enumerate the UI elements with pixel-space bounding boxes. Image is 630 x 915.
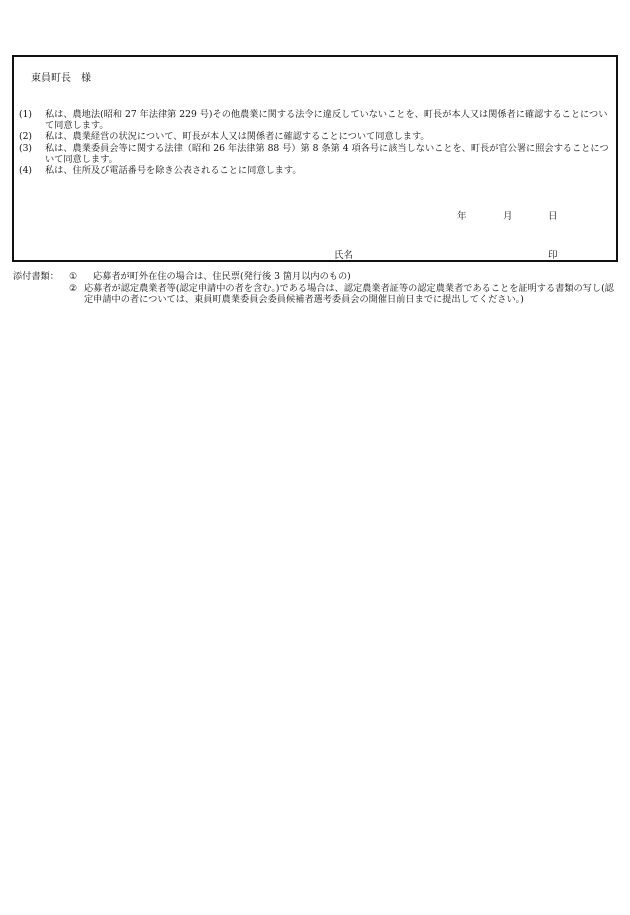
attachment-mark: ①: [69, 271, 78, 282]
consent-clause-3: [19, 143, 615, 165]
addressee: 東員町長 様: [31, 73, 91, 84]
clause-text: 私は、農業経営の状況について、町長が本人又は関係者に確認することについて同意します。: [45, 131, 430, 143]
clause-number: (1): [19, 109, 33, 120]
consent-clause-4: [19, 165, 615, 176]
clause-text: 私は、農地法(昭和 27 年法律第 229 号)その他農業に関する法令に違反していないことを、町長が本人又は関係者に確認することについて同意します。: [45, 109, 608, 132]
attachment-text: 応募者が認定農業者等(認定申請中の者を含む。)である場合は、認定農業者証等の認定農業者であることを証明する書類の写し(認定申請中の者については、東員町農業委員会委員候補者選考委員会の開催日前日までに提出してください。): [84, 282, 614, 305]
consent-form-box: [12, 55, 618, 262]
consent-clauses: [19, 109, 615, 176]
clause-text: 私は、住所及び電話番号を除き公表されることに同意します。: [45, 165, 302, 177]
seal-label: 印: [548, 250, 558, 261]
attachments-heading: 添付書類：: [13, 271, 59, 282]
attachment-item-2: [13, 283, 617, 306]
date-year-label: 年: [457, 211, 467, 222]
consent-clause-2: [19, 131, 615, 142]
clause-number: (3): [19, 142, 33, 154]
date-day-label: 日: [548, 211, 558, 222]
clause-text: 私は、農業委員会等に関する法律（昭和 26 年法律第 88 号）第 8 条第 4 項各号に該当しないことを、町長が官公署に照会することについて同意します。: [45, 142, 609, 165]
attachment-mark: ②: [69, 282, 78, 294]
attachment-text: 応募者が町外在住の場合は、住民票(発行後 3 箇月以内のもの): [93, 271, 351, 282]
clause-number: (2): [19, 131, 33, 143]
attachments-section: [13, 271, 617, 306]
attachment-item-1: [13, 271, 617, 283]
signature-name-label: 氏名: [334, 250, 354, 261]
date-month-label: 月: [503, 211, 513, 222]
clause-number: (4): [19, 165, 33, 177]
consent-clause-1: [19, 109, 615, 131]
